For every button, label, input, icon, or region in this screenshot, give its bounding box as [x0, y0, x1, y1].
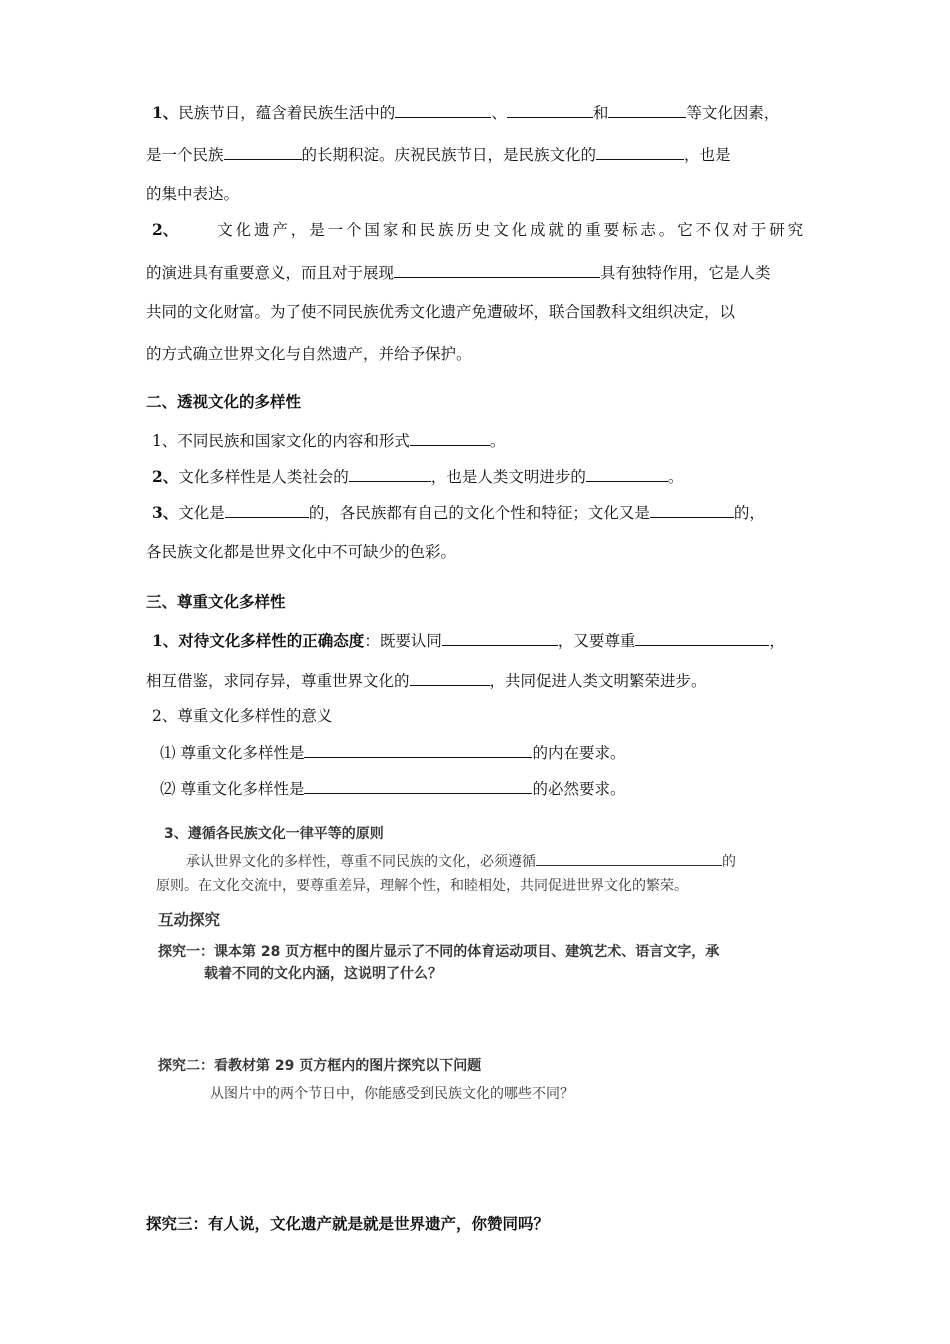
blank[interactable] — [507, 102, 593, 118]
item-number: 1、 — [152, 103, 179, 122]
blank[interactable] — [596, 144, 684, 160]
s3-q3-heading: 3、遵循各民族文化一律平等的原则 — [164, 826, 384, 842]
s3-q2-item-2: ⑵ 尊重文化多样性是 的必然要求。 — [160, 780, 626, 798]
s3-q3-line-1: 承认世界文化的多样性，尊重不同民族的文化，必须遵循 的 — [186, 850, 736, 872]
s2-q3-line-1: 3、文化是 的，各民族都有自己的文化个性和特征；文化又是 的， — [152, 503, 765, 522]
section-3-heading: 三、尊重文化多样性 — [146, 592, 286, 611]
blank[interactable] — [586, 466, 668, 482]
blank[interactable] — [304, 742, 532, 758]
blank[interactable] — [304, 778, 532, 794]
blank[interactable] — [442, 630, 558, 646]
para-2-line-2: 的演进具有重要意义，而且对于展现 具有独特作用，它是人类 — [146, 264, 771, 282]
s2-q3-line-2: 各民族文化都是世界文化中不可缺少的色彩。 — [146, 543, 457, 561]
item-number: 2、 — [152, 220, 179, 239]
s3-q2-item-1: ⑴ 尊重文化多样性是 的内在要求。 — [160, 744, 626, 762]
s3-q1-line-2: 相互借鉴，求同存异，尊重世界文化的 ，共同促进人类文明繁荣进步。 — [146, 672, 707, 690]
inquiry-2: 探究二：看教材第 29 页方框内的图片探究以下问题 — [158, 1058, 482, 1074]
section-2-heading: 二、透视文化的多样性 — [146, 392, 302, 411]
inquiry-3: 探究三：有人说，文化遗产就是就是世界遗产，你赞同吗？ — [146, 1214, 550, 1233]
para-2-line-4: 的方式确立世界文化与自然遗产，并给予保护。 — [146, 345, 472, 363]
inquiry-1-line-1: 探究一：课本第 28 页方框中的图片显示了不同的体育运动项目、建筑艺术、语言文字，承 — [158, 944, 720, 960]
s3-q1-line-1: 1、对待文化多样性的正确态度：既要认同 ，又要尊重 ， — [152, 631, 785, 650]
inquiry-1-line-2: 载着不同的文化内涵，这说明了什么？ — [204, 966, 442, 982]
s2-q1: 1、不同民族和国家文化的内容和形式 。 — [152, 432, 506, 450]
para-2-line-1: 2、 文化遗产，是一个国家和民族历史文化成就的重要标志。它不仅对于研究 — [152, 220, 806, 239]
para-1-line-2: 是一个民族 的长期积淀。庆祝民族节日，是民族文化的 ，也是 — [146, 146, 731, 164]
blank[interactable] — [650, 502, 734, 518]
para-1-line-3: 的集中表达。 — [146, 185, 240, 203]
blank[interactable] — [410, 430, 490, 446]
blank[interactable] — [225, 502, 309, 518]
blank[interactable] — [608, 102, 686, 118]
blank[interactable] — [536, 850, 722, 866]
blank[interactable] — [395, 102, 491, 118]
blank[interactable] — [349, 466, 431, 482]
interactive-heading: 互动探究 — [158, 911, 221, 929]
s2-q2: 2、文化多样性是人类社会的 ，也是人类文明进步的 。 — [152, 467, 684, 486]
inquiry-2-question: 从图片中的两个节日中，你能感受到民族文化的哪些不同？ — [210, 1086, 574, 1102]
para-2-line-3: 共同的文化财富。为了使不同民族优秀文化遗产免遭破坏，联合国教科文组织决定，以 — [146, 303, 736, 321]
para-1-line-1: 1、民族节日，蕴含着民族生活中的 、 和 等文化因素， — [152, 103, 780, 122]
blank[interactable] — [635, 630, 769, 646]
blank[interactable] — [394, 262, 600, 278]
s3-q2: 2、尊重文化多样性的意义 — [152, 707, 333, 725]
s3-q3-line-2: 原则。在文化交流中，要尊重差异，理解个性，和睦相处，共同促进世界文化的繁荣。 — [156, 878, 688, 894]
blank[interactable] — [410, 670, 490, 686]
blank[interactable] — [224, 144, 302, 160]
